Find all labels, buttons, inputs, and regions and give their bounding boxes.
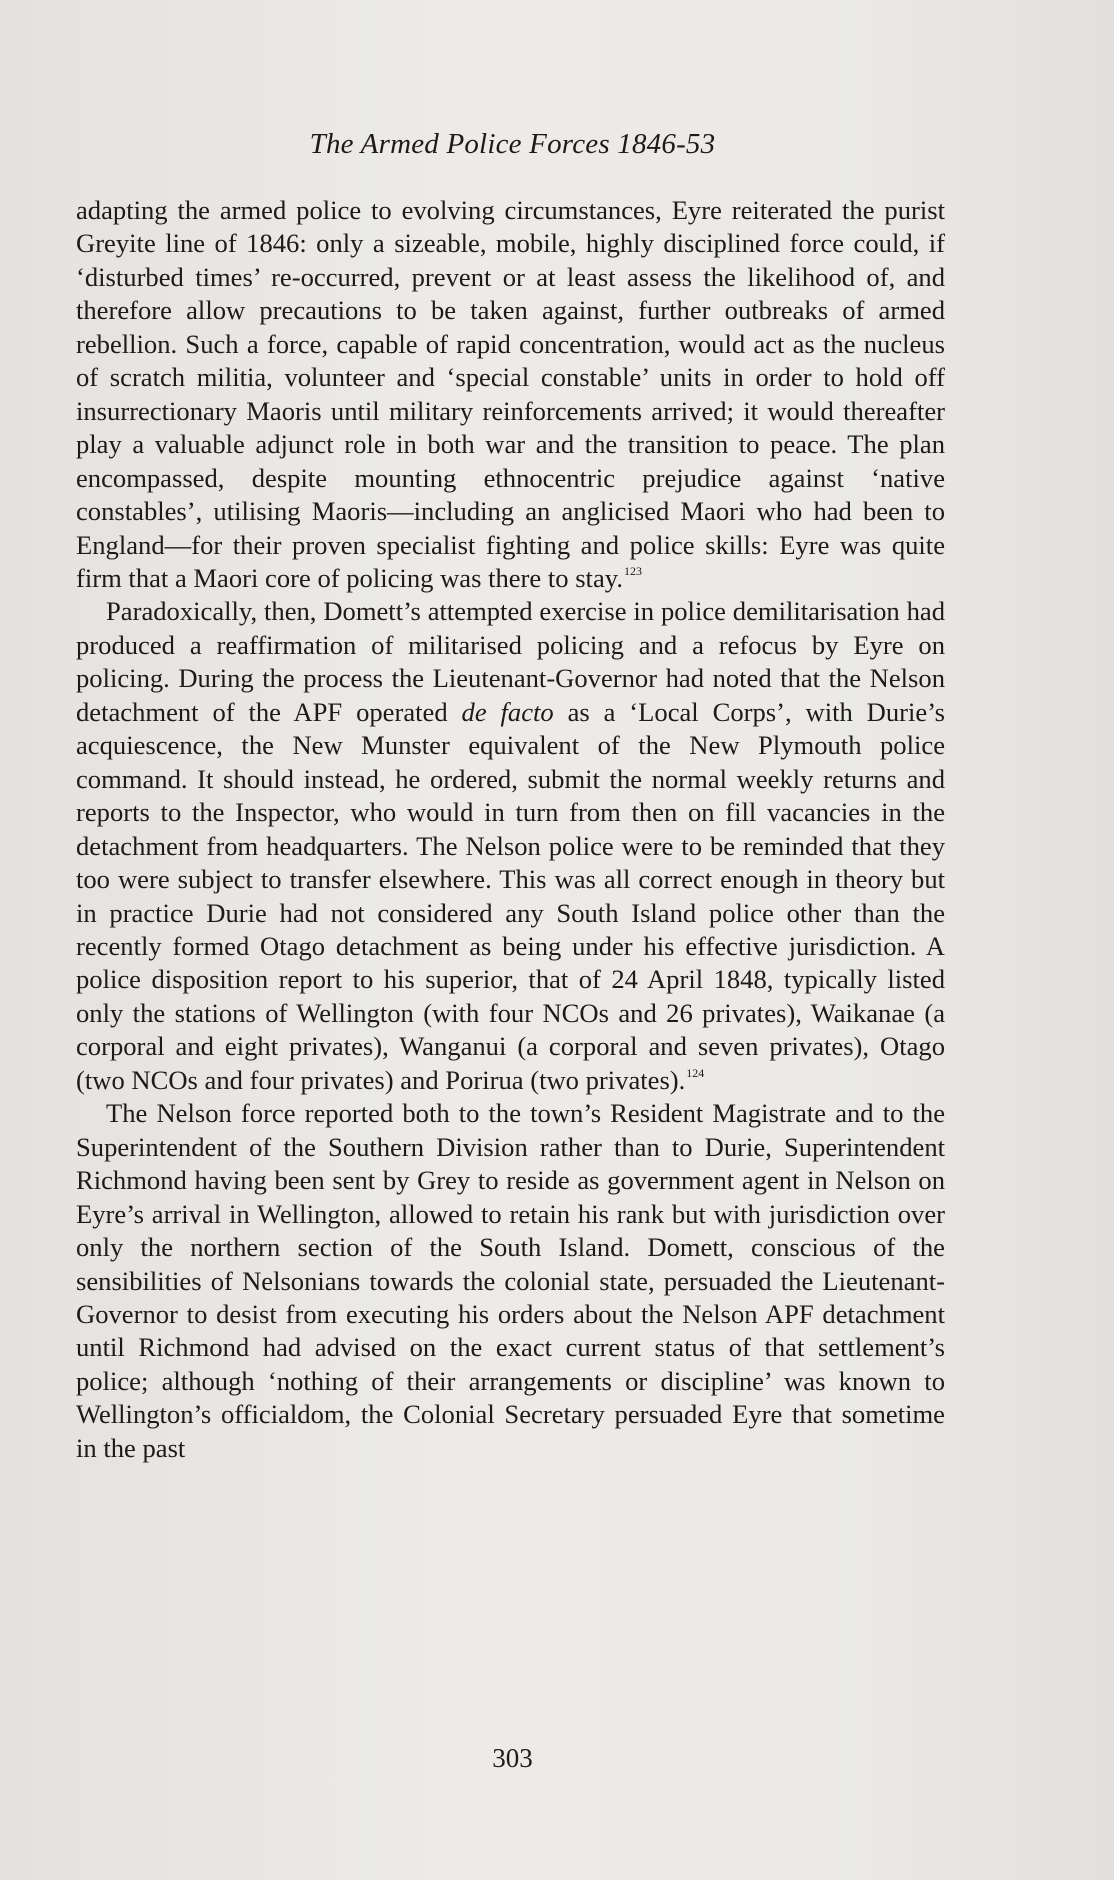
running-head: The Armed Police Forces 1846-53	[309, 128, 716, 160]
italic-de-facto: de facto	[461, 696, 554, 727]
paragraph-3	[76, 1097, 945, 1465]
paragraph-2-text-end: as a ‘Local Corps’, with Durie’s acquiescence, the New Munster equivalent of the New Plymouth police command. It should instead, he ordered, submit the normal weekly returns and reports to the Inspector, who would in turn from then on fill vacancies in the detachment from headquarters. The Nelson police were to be reminded that they too were subject to transfer elsewhere. This was all correct enough in theory but in practice Durie had not considered any South Island police other than the recently formed Otago detachment as being under his effective jurisdiction. A police disposition report to his superior, that of 24 April 1848, typically listed only the stations of Wellington (with four NCOs and 26 privates), Waikanae (a corporal and eight privates), Wanganui (a corporal and seven privates), Otago (two NCOs and four privates) and Porirua (two privates).	[76, 696, 945, 1095]
page-number: 303	[492, 1743, 533, 1773]
body-text	[76, 194, 945, 1465]
paragraph-2-text-start: Paradoxically, then, Domett’s attempted exercise in police demilitarisation had produced a reaffirmation of militarised policing and a refocus by Eyre on policing. During the process the Lieutenant-Governor had noted that the Nelson detachment of the APF operated	[76, 596, 945, 727]
paragraph-1-text: adapting the armed police to evolving circumstances, Eyre reiterated the purist Greyite line of 1846: only a sizeable, mobile, highly disciplined force could, if ‘disturbed times’ re-occurred, prevent or at least assess the likelihood of, and therefore allow precautions to be taken against, further outbreaks of armed rebellion. Such a force, capable of rapid concentration, would act as the nucleus of scratch militia, volunteer and ‘special constable’ units in order to hold off insurrectionary Maoris until military reinforcements arrived; it would thereafter play a valuable adjunct role in both war and the transition to peace. The plan encompassed, despite mounting ethnocentric prejudice against ‘native constables’, utilising Maoris—including an anglicised Maori who had been to England—for their proven specialist fighting and police skills: Eyre was quite firm that a Maori core of policing was there to stay.	[76, 195, 945, 593]
paragraph-3-text: The Nelson force reported both to the town’s Resident Magistrate and to the Superintendent of the Southern Division rather than to Durie, Superintendent Richmond having been sent by Grey to reside as government agent in Nelson on Eyre’s arrival in Wellington, allowed to retain his rank but with jurisdiction over only the northern section of the South Island. Domett, conscious of the sensibilities of Nelsonians towards the colonial state, persuaded the Lieutenant-Governor to desist from executing his orders about the Nelson APF detachment until Richmond had advised on the exact current status of that settlement’s police; although ‘nothing of their arrangements or discipline’ was known to Wellington’s officialdom, the Colonial Secretary persuaded Eyre that sometime in the past	[76, 1098, 945, 1463]
paragraph-1	[76, 194, 945, 595]
paragraph-2	[76, 595, 945, 1097]
footnote-marker-124: 124	[686, 1065, 705, 1080]
footnote-marker-123: 123	[623, 563, 642, 578]
